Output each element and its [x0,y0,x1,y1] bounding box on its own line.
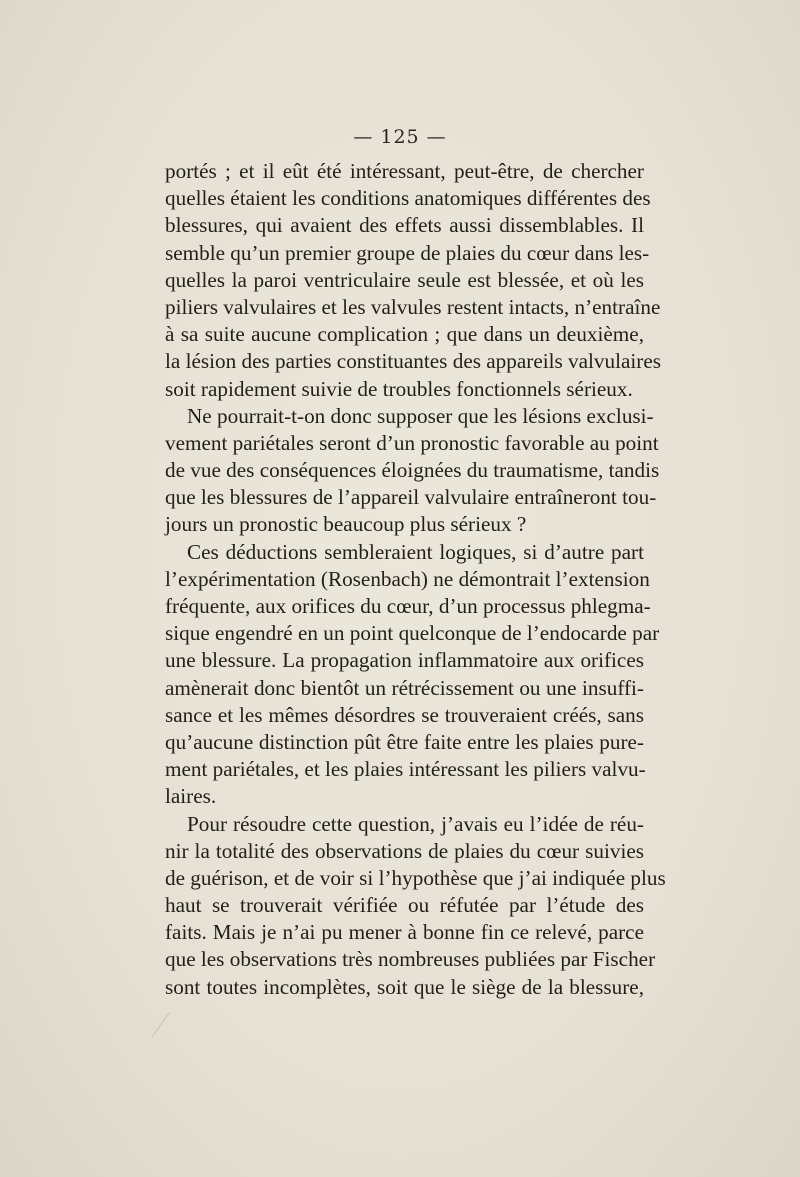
text-line: Ne pourrait-t-on donc supposer que les lésions exclusi- [187,403,654,428]
text-line: à sa suite aucune complication ; que dans un deuxième, [165,322,644,347]
text-line: une blessure. La propagation inflammatoire aux orifices [165,648,644,673]
text-line: de vue des conséquences éloignées du traumatisme, tandis [165,458,660,483]
text-line: quelles la paroi ventriculaire seule est blessée, et où les [165,267,644,292]
text-line: amènerait donc bientôt un rétrécissement ou une insuffi- [165,675,644,700]
text-line: piliers valvulaires et les valvules restent intacts, n’entraîne [165,294,661,319]
text-line: Ces déductions sembleraient logiques, si d’autre part [187,539,644,564]
text-line: jours un pronostic beaucoup plus sérieux ? [165,512,527,537]
text-line: sique engendré en un point quelconque de l’endocarde par [165,621,660,646]
text-line: l’expérimentation (Rosenbach) ne démontrait l’extension [165,566,650,591]
text-line: qu’aucune distinction pût être faite entre les plaies pure- [165,729,644,754]
text-line: vement pariétales seront d’un pronostic favorable au point [165,430,659,455]
text-line: sance et les mêmes désordres se trouveraient créés, sans [165,702,644,727]
text-line: soit rapidement suivie de troubles fonctionnels sérieux. [165,376,633,401]
page-number: — 125 — [353,126,447,148]
text-line: que les blessures de l’appareil valvulaire entraîneront tou- [165,485,657,510]
text-line: semble qu’un premier groupe de plaies du cœur dans les- [165,240,650,265]
text-line: quelles étaient les conditions anatomiques différentes des [165,186,651,211]
paper-mark [151,1012,169,1037]
text-line: de guérison, et de voir si l’hypothèse que j’ai indiquée plus [165,865,666,890]
text-line: haut se trouverait vérifiée ou réfutée par l’étude des [165,893,644,918]
text-line: portés ; et il eût été intéressant, peut-être, de chercher [165,159,644,183]
text-line: sont toutes incomplètes, soit que le siège de la blessure, [165,974,644,999]
text-line: Pour résoudre cette question, j’avais eu l’idée de réu- [187,811,644,836]
text-line: nir la totalité des observations de plaies du cœur suivies [165,838,644,863]
text-line: fréquente, aux orifices du cœur, d’un processus phlegma- [165,594,651,618]
text-line: que les observations très nombreuses publiées par Fischer [165,947,656,972]
text-line: faits. Mais je n’ai pu mener à bonne fin ce relevé, parce [165,920,644,945]
text-line: laires. [165,784,217,809]
text-line: blessures, qui avaient des effets aussi dissemblables. Il [165,213,644,238]
body-text [165,158,666,1001]
text-line: ment pariétales, et les plaies intéressant les piliers valvu- [165,757,646,782]
text-line: la lésion des parties constituantes des appareils valvulaires [165,349,661,374]
